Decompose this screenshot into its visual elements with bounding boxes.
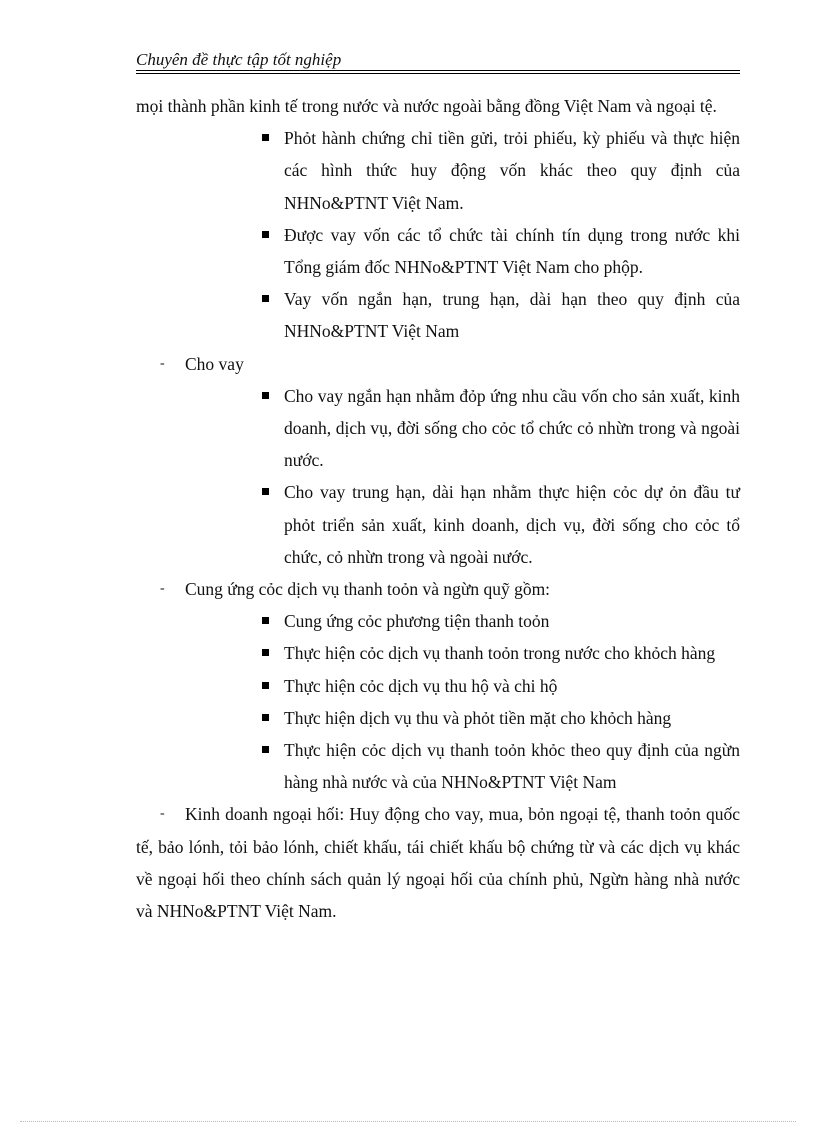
dash-marker: - bbox=[160, 806, 165, 822]
square-bullet-icon bbox=[262, 295, 269, 302]
section-label: Cung ứng cỏc dịch vụ thanh toỏn và ngừn quỹ gồm: bbox=[185, 579, 551, 600]
square-bullet-icon bbox=[262, 488, 269, 495]
bullet-text: Thực hiện dịch vụ thu và phỏt tiền mặt cho khỏch hàng bbox=[284, 707, 672, 728]
section-text: Kinh doanh ngoại hối: Huy động cho vay, mua, bỏn ngoại tệ, thanh toỏn quốc tế, bảo lónh, tỏi bảo lónh, chiết khấu, tái chiết khấu bộ chứng từ và các dịch vụ khác về ngoại hối theo chính sách quản lý ngoại hối của chính phủ, Ngừn hàng nhà nước và NHNo&PTNT Việt Nam. bbox=[136, 804, 740, 922]
page-header bbox=[136, 50, 740, 70]
dash-marker: - bbox=[160, 355, 165, 371]
header-rule-thick bbox=[136, 70, 740, 71]
square-bullet-icon bbox=[262, 392, 269, 399]
list-item bbox=[136, 670, 740, 702]
square-bullet-icon bbox=[262, 134, 269, 141]
section-label: Cho vay bbox=[185, 353, 244, 374]
header-rule-thin bbox=[136, 73, 740, 74]
bullet-text: Thực hiện cỏc dịch vụ thanh toỏn khỏc theo quy định của ngừn hàng nhà nước và của NHNo&PTNT Việt Nam bbox=[284, 740, 740, 793]
bullet-text: Cho vay trung hạn, dài hạn nhằm thực hiện cỏc dự ỏn đầu tư phỏt triển sản xuất, kinh doanh, dịch vụ, đời sống cho cỏc tổ chức, cỏ nhừn trong và ngoài nước. bbox=[284, 482, 740, 567]
list-item bbox=[136, 637, 740, 669]
bullet-text: Cung ứng cỏc phương tiện thanh toỏn bbox=[284, 611, 550, 632]
section-cung-ung bbox=[136, 573, 740, 605]
list-item bbox=[136, 734, 740, 798]
list-item bbox=[136, 380, 740, 477]
list-item bbox=[136, 122, 740, 219]
bullet-list-capital bbox=[136, 122, 740, 347]
bullet-text: Vay vốn ngắn hạn, trung hạn, dài hạn theo quy định của NHNo&PTNT Việt Nam bbox=[284, 289, 740, 342]
square-bullet-icon bbox=[262, 714, 269, 721]
bullet-text: Cho vay ngắn hạn nhằm đỏp ứng nhu cầu vốn cho sản xuất, kinh doanh, dịch vụ, đời sống cho cỏc tổ chức cỏ nhừn trong và ngoài nước. bbox=[284, 385, 740, 471]
document-body bbox=[136, 90, 740, 927]
header-title: Chuyên đề thực tập tốt nghiệp bbox=[136, 50, 342, 69]
square-bullet-icon bbox=[262, 649, 269, 656]
bullet-list-lending bbox=[136, 380, 740, 573]
square-bullet-icon bbox=[262, 231, 269, 238]
list-item bbox=[136, 476, 740, 573]
square-bullet-icon bbox=[262, 682, 269, 689]
bullet-list-payment bbox=[136, 605, 740, 798]
bullet-text: Thực hiện cỏc dịch vụ thu hộ và chi hộ bbox=[284, 675, 558, 696]
intro-paragraph: mọi thành phần kinh tế trong nước và nước ngoài bằng đồng Việt Nam và ngoại tệ. bbox=[136, 96, 717, 116]
square-bullet-icon bbox=[262, 617, 269, 624]
bullet-text: Thực hiện cỏc dịch vụ thanh toỏn trong nước cho khỏch hàng bbox=[284, 643, 716, 664]
square-bullet-icon bbox=[262, 746, 269, 753]
list-item bbox=[136, 219, 740, 283]
dash-marker: - bbox=[160, 581, 165, 597]
list-item bbox=[136, 605, 740, 637]
list-item bbox=[136, 283, 740, 347]
section-cho-vay bbox=[136, 348, 740, 380]
page-bottom-border bbox=[20, 1121, 796, 1122]
bullet-text: Phỏt hành chứng chỉ tiền gửi, trỏi phiếu, kỳ phiếu và thực hiện các hình thức huy động vốn khác theo quy định của NHNo&PTNT Việt Nam. bbox=[284, 128, 740, 213]
section-kinh-doanh-ngoai-hoi bbox=[136, 798, 740, 927]
bullet-text: Được vay vốn các tổ chức tài chính tín dụng trong nước khi Tổng giám đốc NHNo&PTNT Việt Nam cho phộp. bbox=[284, 224, 740, 278]
list-item bbox=[136, 702, 740, 734]
